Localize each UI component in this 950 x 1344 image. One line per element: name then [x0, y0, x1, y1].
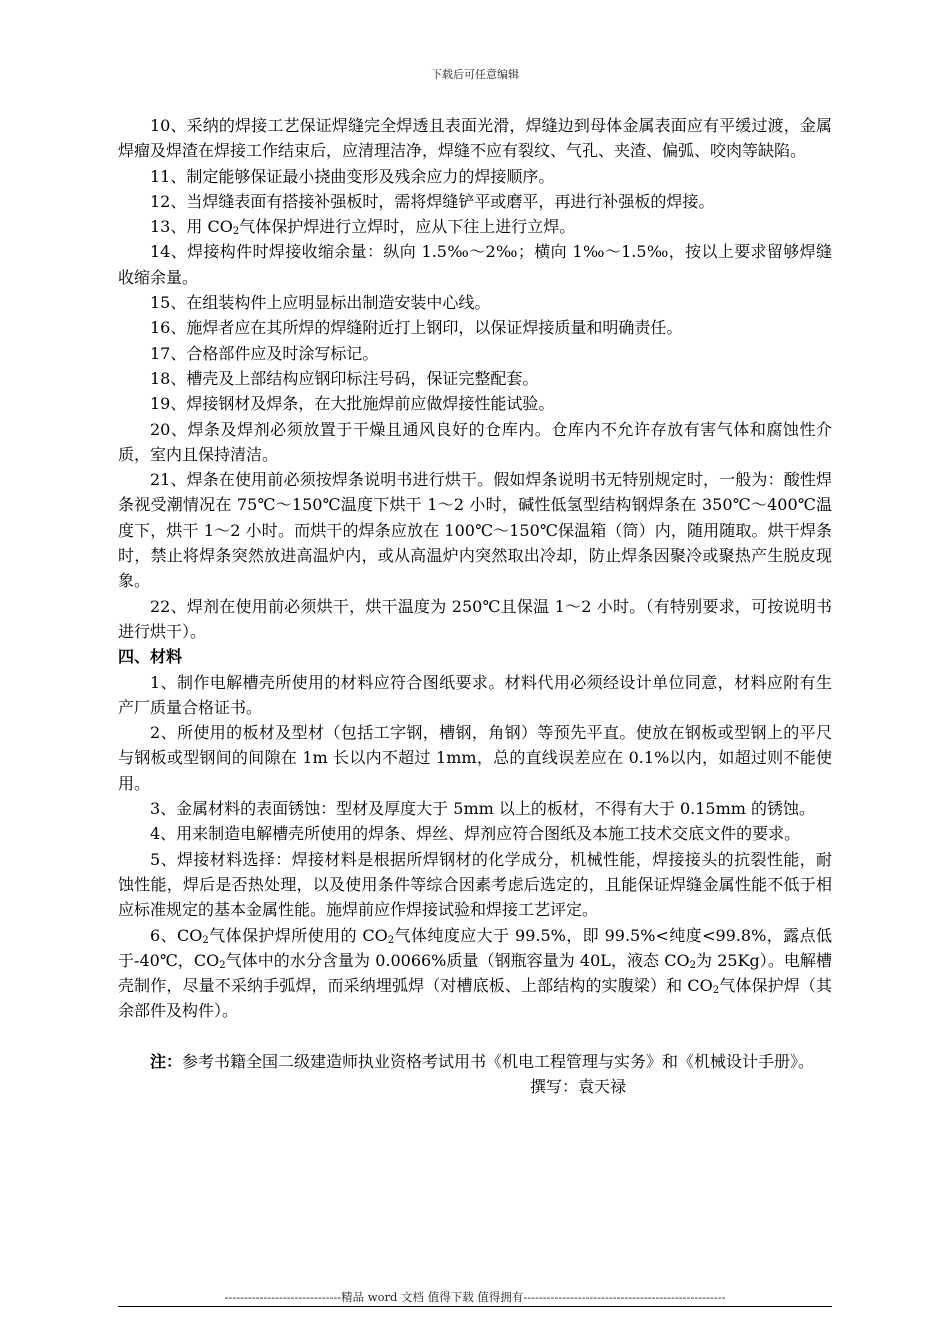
- materials-paragraph-4: 4、用来制造电解槽壳所使用的焊条、焊丝、焊剂应符合图纸及本施工技术交底文件的要求。: [150, 824, 801, 844]
- paragraph-17: 17、合格部件应及时涂写标记。: [150, 343, 379, 363]
- paragraph-19: 19、焊接钢材及焊条，在大批施焊前应做焊接性能试验。: [150, 394, 555, 414]
- paragraph-20: 20、焊条及焊剂必须放置于干燥且通风良好的仓库内。仓库内不允许存放有害气体和腐蚀性介质，室内且保持清洁。: [118, 419, 832, 464]
- page-footer: ------------------------------精品 word 文档 值得下载 值得拥有----------------------------------------------------: [224, 1290, 726, 1304]
- paragraph-22: 22、焊剂在使用前必须烘干，烘干温度为 250℃且保温 1～2 小时。（有特别要求，可按说明书进行烘干）。: [118, 596, 832, 641]
- note-label: 注：: [150, 1051, 183, 1071]
- paragraph-12: 12、当焊缝表面有搭接补强板时，需将焊缝铲平或磨平，再进行补强板的焊接。: [150, 191, 715, 211]
- materials-paragraph-1: 1、制作电解槽壳所使用的材料应符合图纸要求。材料代用必须经设计单位同意，材料应附有生产厂质量合格证书。: [118, 672, 832, 717]
- paragraph-18: 18、槽壳及上部结构应钢印标注号码，保证完整配套。: [150, 368, 539, 388]
- materials-paragraph-3: 3、金属材料的表面锈蚀：型材及厚度大于 5mm 以上的板材，不得有大于 0.15mm 的锈蚀。: [150, 799, 816, 819]
- materials-paragraph-5: 5、焊接材料选择：焊接材料是根据所焊钢材的化学成分，机械性能，焊接接头的抗裂性能，耐蚀性能，焊后是否热处理，以及使用条件等综合因素考虑后选定的，且能保证焊缝金属性能不低于相应标准规定的基本金属性能。施焊前应作焊接试验和焊接工艺评定。: [118, 849, 832, 920]
- paragraph-14: 14、焊接构件时焊接收缩余量：纵向 1.5‰～2‰；横向 1‰～1.5‰，按以上要求留够焊缝收缩余量。: [118, 242, 832, 287]
- document-body: [118, 113, 832, 1099]
- paragraph-13: 13、用 $CO_2$气体保护焊进行立焊时，应从下往上进行立焊。: [150, 217, 576, 238]
- paragraph-10: 10、采纳的焊接工艺保证焊缝完全焊透且表面光滑，焊缝边到母体金属表面应有平缓过渡，金属焊瘤及焊渣在焊接工作结束后，应清理洁净，焊缝不应有裂纹、气孔、夹渣、偏弧、咬肉等缺陷。: [118, 116, 832, 161]
- materials-paragraph-2: 2、所使用的板材及型材（包括工字钢，槽钢，角钢）等预先平直。使放在钢板或型钢上的平尺与钢板或型钢间的间隙在 1m 长以内不超过 1mm，总的直线误差应在 0.1%以内，如超过则不能使用。: [118, 723, 832, 793]
- materials-paragraph-6: 6、$CO_2$气体保护焊所使用的 $CO_2$气体纯度应大于 99.5%，即 99.5%<纯度<99.8%，露点低于-40℃，$CO_2$气体中的水分含量为 0.0066%质量（钢瓶容量为 40L，液态 $CO_2$为 25Kg）。电解槽壳制作，尽量不采纳手弧焊，而采纳埋弧焊（对槽底板、上部结构的实腹梁）和 $CO_2$气体保护焊（其余部件及构件）。: [118, 925, 832, 1021]
- reference-note: [118, 1049, 832, 1074]
- footer-divider: [118, 1306, 832, 1307]
- note-text: 参考书籍全国二级建造师执业资格考试用书《机电工程管理与实务》和《机械设计手册》。: [182, 1051, 815, 1071]
- author-signature: 撰写：袁天禄: [530, 1076, 627, 1096]
- paragraph-15: 15、在组装构件上应明显标出制造安装中心线。: [150, 293, 491, 313]
- paragraph-21: 21、焊条在使用前必须按焊条说明书进行烘干。假如焊条说明书无特别规定时，一般为：酸性焊条视受潮情况在 75℃～150℃温度下烘干 1～2 小时，碱性低氢型结构钢焊条在 350℃～400℃温度下，烘干 1～2 小时。而烘干的焊条应放在 100℃～150℃保温箱（筒）内，随用随取。烘干焊条时，禁止将焊条突然放进高温炉内，或从高温炉内突然取出冷却，防止焊条因聚冷或聚热产生脱皮现象。: [118, 470, 832, 591]
- page-header: 下载后可任意编辑: [431, 68, 519, 81]
- paragraph-11: 11、制定能够保证最小挠曲变形及残余应力的焊接顺序。: [150, 166, 555, 186]
- paragraph-16: 16、施焊者应在其所焊的焊缝附近打上钢印，以保证焊接质量和明确责任。: [150, 318, 683, 338]
- section-heading-materials: 四、材料: [118, 647, 183, 667]
